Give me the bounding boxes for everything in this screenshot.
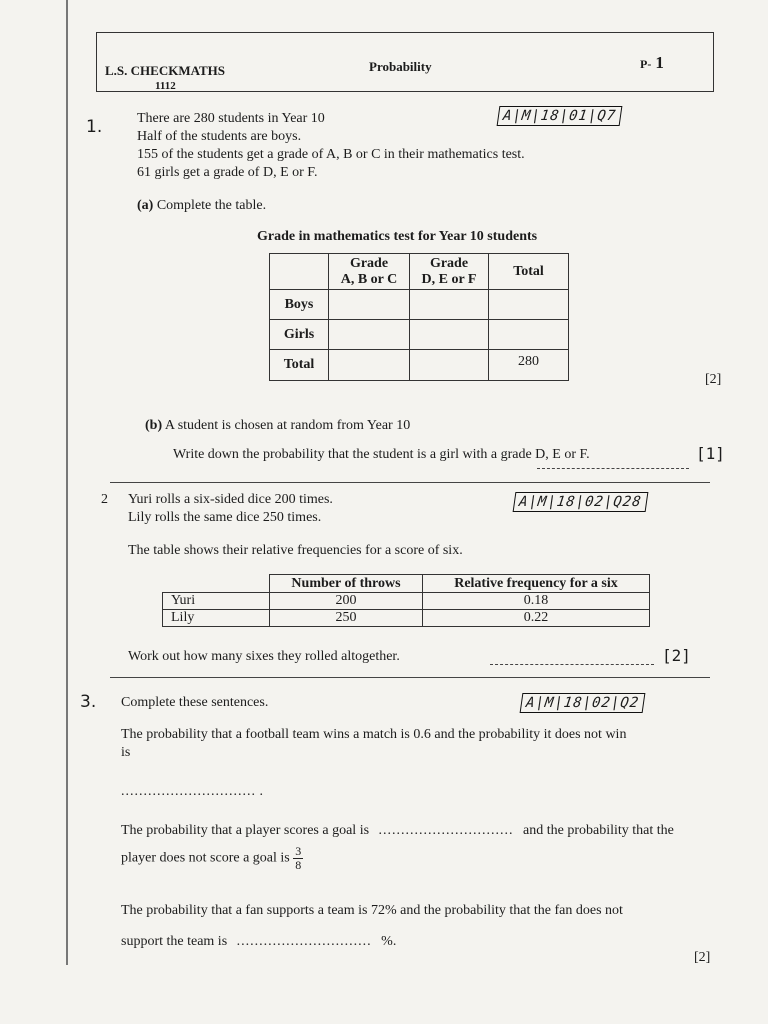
table-header-row (163, 575, 650, 593)
table-header-cell (270, 254, 329, 290)
q3-s2-blank[interactable]: .............................. (378, 823, 514, 838)
answer-cell[interactable] (329, 320, 410, 350)
q1b-answer-line[interactable] (537, 468, 689, 469)
answer-cell[interactable] (489, 320, 569, 350)
table-header-cell: Number of throws (270, 575, 423, 593)
q3-s4-end: %. (381, 934, 397, 949)
table-header-row (270, 254, 569, 290)
page-number (640, 53, 664, 73)
q3-s1-blank[interactable]: .............................. (121, 784, 256, 799)
q1b-text: A student is chosen at random from Year 10 (164, 418, 411, 433)
q3-s1-line2: is (121, 745, 131, 760)
q1a-prompt (137, 197, 266, 215)
q3-reference: A|M|18|02|Q2 (520, 693, 646, 713)
worksheet-header (96, 32, 714, 92)
table-header-cell (163, 575, 270, 593)
q1-line: Half of the students are boys. (137, 129, 302, 144)
total-cell: 280 (489, 350, 569, 381)
q2-reference: A|M|18|02|Q28 (513, 492, 648, 512)
q1-stem (137, 110, 525, 182)
q3-mark: [2] (694, 950, 711, 965)
margin-line (66, 0, 68, 965)
q3-sentence-4 (121, 933, 396, 951)
answer-cell[interactable] (329, 290, 410, 320)
q2-answer-line[interactable] (490, 664, 654, 665)
q1a-mark: [2] (705, 372, 722, 387)
answer-cell[interactable] (489, 290, 569, 320)
q1a-text: Complete the table. (156, 198, 267, 213)
fraction-numerator: 3 (295, 844, 302, 858)
q3-s4-start: support the team is (121, 934, 228, 949)
row-label: Boys (270, 290, 329, 320)
table-row (270, 290, 569, 320)
q1b-mark: [1] (696, 444, 725, 463)
q3-s1-end: . (259, 784, 263, 799)
q2-intro: The table shows their relative frequencies for a score of six. (128, 543, 463, 558)
q3-sentence-1 (121, 726, 711, 762)
table-cell: 250 (270, 610, 423, 627)
table-header-cell: Grade A, B or C (329, 254, 410, 290)
row-label: Yuri (163, 593, 270, 610)
table-row (270, 320, 569, 350)
q3-sentence-2 (121, 822, 711, 840)
page-num-value: 1 (655, 53, 664, 72)
table-header-cell: Relative frequency for a six (423, 575, 650, 593)
q1-number: 1. (86, 117, 103, 137)
q3-s2-end: and the probability that the (523, 823, 674, 838)
table-row (163, 593, 650, 610)
row-label: Girls (270, 320, 329, 350)
q3-s1-line1: The probability that a football team wins a match is 0.6 and the probability it does not win (121, 727, 627, 742)
q1-line: 61 girls get a grade of D, E or F. (137, 165, 318, 180)
table-row (163, 610, 650, 627)
q1-line: 155 of the students get a grade of A, B or C in their mathematics test. (137, 147, 525, 162)
q3-s3-start: player does not score a goal is (121, 850, 290, 866)
page-prefix: P- (640, 57, 652, 71)
q3-s4-line1: The probability that a fan supports a team is 72% and the probability that the fan does not (121, 903, 623, 918)
q2-line: Lily rolls the same dice 250 times. (128, 510, 322, 525)
row-label: Lily (163, 610, 270, 627)
table-row (270, 350, 569, 381)
table-header-cell: Grade D, E or F (410, 254, 489, 290)
q2-number: 2 (101, 492, 108, 507)
answer-cell[interactable] (410, 290, 489, 320)
row-label: Total (270, 350, 329, 381)
section-divider (110, 482, 710, 483)
q2-line: Yuri rolls a six-sided dice 200 times. (128, 492, 333, 507)
q3-s4-blank[interactable]: .............................. (236, 934, 372, 949)
fraction (293, 845, 303, 872)
topic-title: Probability (369, 59, 432, 74)
class-code: 1112 (155, 80, 176, 92)
answer-cell[interactable] (410, 320, 489, 350)
table-header-cell: Total (489, 254, 569, 290)
q3-s2-start: The probability that a player scores a goal is (121, 823, 370, 838)
q1b-label: (b) (145, 418, 163, 433)
q1-table-title: Grade in mathematics test for Year 10 students (257, 229, 538, 244)
q3-s1-answer (121, 783, 263, 801)
q1b-prompt (145, 417, 410, 435)
q1-line: There are 280 students in Year 10 (137, 111, 325, 126)
q2-question: Work out how many sixes they rolled altogether. (128, 649, 400, 664)
answer-cell[interactable] (410, 350, 489, 381)
q3-sentence-3 (121, 845, 303, 872)
q1-reference: A|M|18|01|Q7 (497, 106, 623, 126)
q3-number: 3. (80, 692, 97, 712)
school-name: L.S. CHECKMATHS (105, 63, 226, 78)
q1a-label: (a) (137, 198, 154, 213)
q1-grade-table (269, 253, 569, 381)
q2-stem (128, 491, 333, 527)
q1b-question: Write down the probability that the student is a girl with a grade D, E or F. (173, 447, 590, 462)
fraction-denominator: 8 (295, 858, 302, 872)
q2-frequency-table (162, 574, 650, 627)
q2-mark: [2] (662, 646, 691, 665)
table-cell: 200 (270, 593, 423, 610)
section-divider (110, 677, 710, 678)
table-cell: 0.22 (423, 610, 650, 627)
q3-intro: Complete these sentences. (121, 695, 269, 710)
table-cell: 0.18 (423, 593, 650, 610)
answer-cell[interactable] (329, 350, 410, 381)
